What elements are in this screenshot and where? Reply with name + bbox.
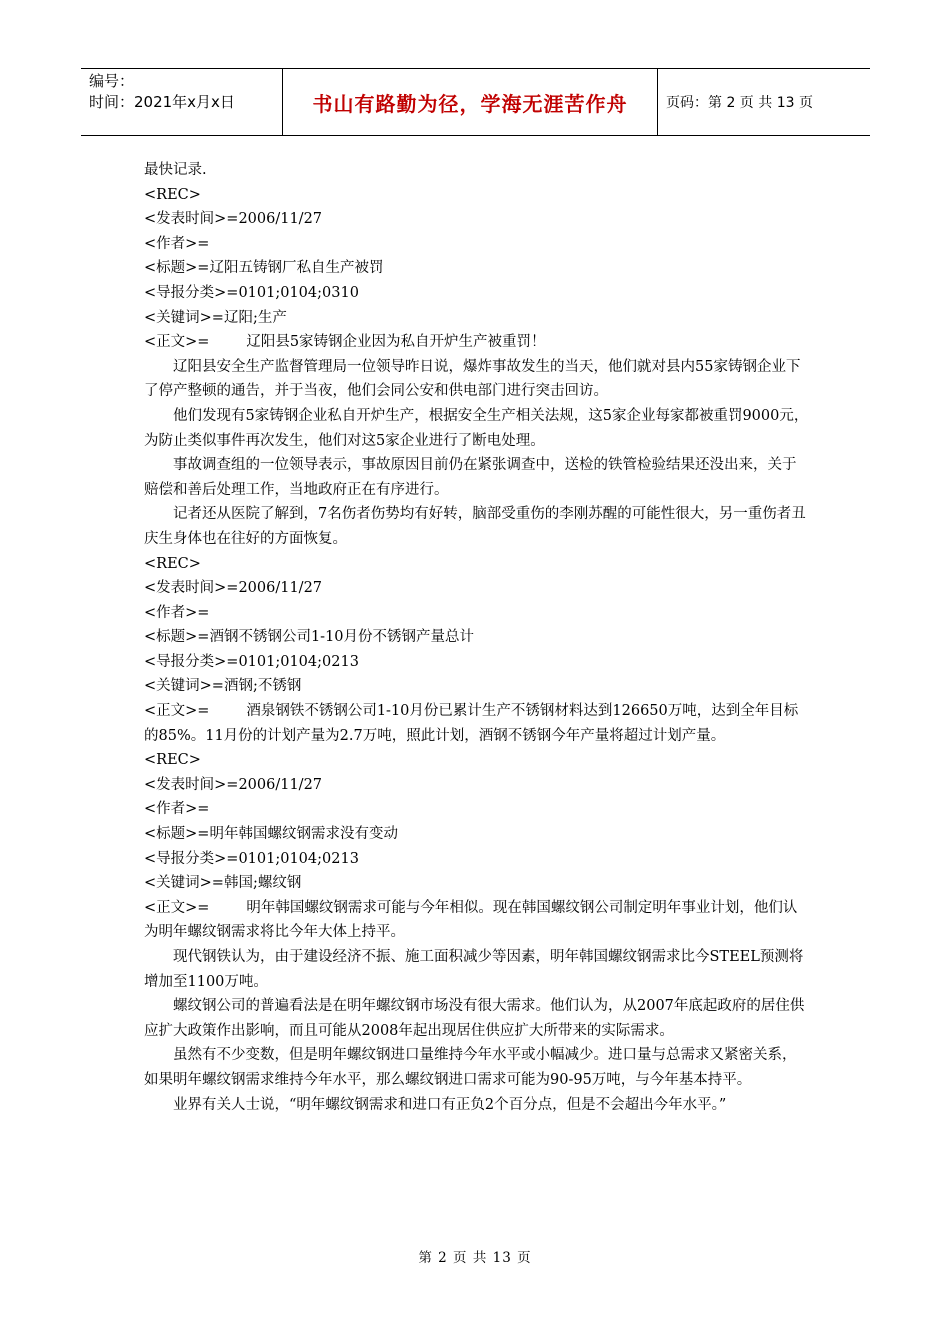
category: <导报分类>=0101;0104;0213	[144, 653, 359, 670]
document-time: 时间：2021年x月x日	[89, 93, 235, 111]
paragraph: 螺纹钢公司的普遍看法是在明年螺纹钢市场没有很大需求。他们认为，从2007年底起政府的居住供应扩大政策作出影响，而且可能从2008年起出现居住供应扩大所带来的实际需求。	[144, 998, 805, 1039]
paragraph: 事故调查组的一位领导表示，事故原因目前仍在紧张调查中，送检的铁管检验结果还没出来，关于赔偿和善后处理工作，当地政府正在有序进行。	[144, 457, 797, 498]
keywords: <关键词>=辽阳;生产	[144, 309, 287, 326]
category: <导报分类>=0101;0104;0213	[144, 850, 359, 867]
article-title: <标题>=辽阳五铸钢厂私自生产被罚	[144, 260, 384, 277]
record-marker: <REC>	[144, 752, 201, 769]
paragraph: 业界有关人士说，“明年螺纹钢需求和进口有正负2个百分点，但是不会超出今年水平。”	[173, 1096, 727, 1113]
paragraph: 虽然有不少变数，但是明年螺纹钢进口量维持今年水平或小幅减少。进口量与总需求又紧密关系，如果明年螺纹钢需求维持今年水平，那么螺纹钢进口需求可能为90-95万吨，与今年基本持平。	[144, 1047, 797, 1088]
header-meta	[81, 69, 283, 135]
keywords: <关键词>=酒钢;不锈钢	[144, 678, 302, 695]
body-start: <正文>= 辽阳县5家铸钢企业因为私自开炉生产被重罚！	[144, 334, 546, 351]
body-start: <正文>= 酒泉钢铁不锈钢公司1-10月份已累计生产不锈钢材料达到126650万吨，达到全年目标的85%。11月份的计划产量为2.7万吨，照此计划，酒钢不锈钢今年产量将超过计划产量。	[144, 703, 799, 744]
author: <作者>=	[144, 801, 210, 818]
header-page-info: 页码：第 2 页 共 13 页	[666, 95, 813, 111]
document-number-label: 编号：	[89, 72, 135, 90]
paragraph: 辽阳县安全生产监督管理局一位领导昨日说，爆炸事故发生的当天，他们就对县内55家铸钢企业下了停产整顿的通告，并于当夜，他们会同公安和供电部门进行突击回访。	[144, 358, 801, 400]
publish-time: <发表时间>=2006/11/27	[144, 580, 323, 597]
page-footer: 第 2 页 共 13 页	[418, 1250, 532, 1266]
paragraph: 他们发现有5家铸钢企业私自开炉生产，根据安全生产相关法规，这5家企业每家都被重罚9000元，为防止类似事件再次发生，他们对这5家企业进行了断电处理。	[144, 407, 809, 449]
record-marker: <REC>	[144, 186, 201, 203]
body-start: <正文>= 明年韩国螺纹钢需求可能与今年相似。现在韩国螺纹钢公司制定明年事业计划，他们认为明年螺纹钢需求将比今年大体上持平。	[144, 899, 798, 941]
paragraph: 现代钢铁认为，由于建设经济不振、施工面积减少等因素，明年韩国螺纹钢需求比今STEEL预测将增加至1100万吨。	[144, 949, 804, 990]
author: <作者>=	[144, 235, 210, 252]
text-line: 最快记录.	[144, 162, 207, 178]
header-motto: 书山有路勤为径，学海无涯苦作舟	[283, 69, 658, 135]
page-header	[81, 68, 870, 136]
paragraph: 记者还从医院了解到，7名伤者伤势均有好转，脑部受重伤的李刚苏醒的可能性很大，另一重伤者丑庆生身体也在往好的方面恢复。	[144, 506, 806, 547]
category: <导报分类>=0101;0104;0310	[144, 284, 359, 301]
record-marker: <REC>	[144, 555, 201, 572]
publish-time: <发表时间>=2006/11/27	[144, 776, 323, 793]
author: <作者>=	[144, 604, 210, 621]
article-title: <标题>=酒钢不锈钢公司1-10月份不锈钢产量总计	[144, 629, 475, 646]
keywords: <关键词>=韩国;螺纹钢	[144, 875, 302, 892]
document-body	[144, 158, 810, 1117]
article-title: <标题>=明年韩国螺纹钢需求没有变动	[144, 826, 398, 843]
publish-time: <发表时间>=2006/11/27	[144, 211, 323, 228]
